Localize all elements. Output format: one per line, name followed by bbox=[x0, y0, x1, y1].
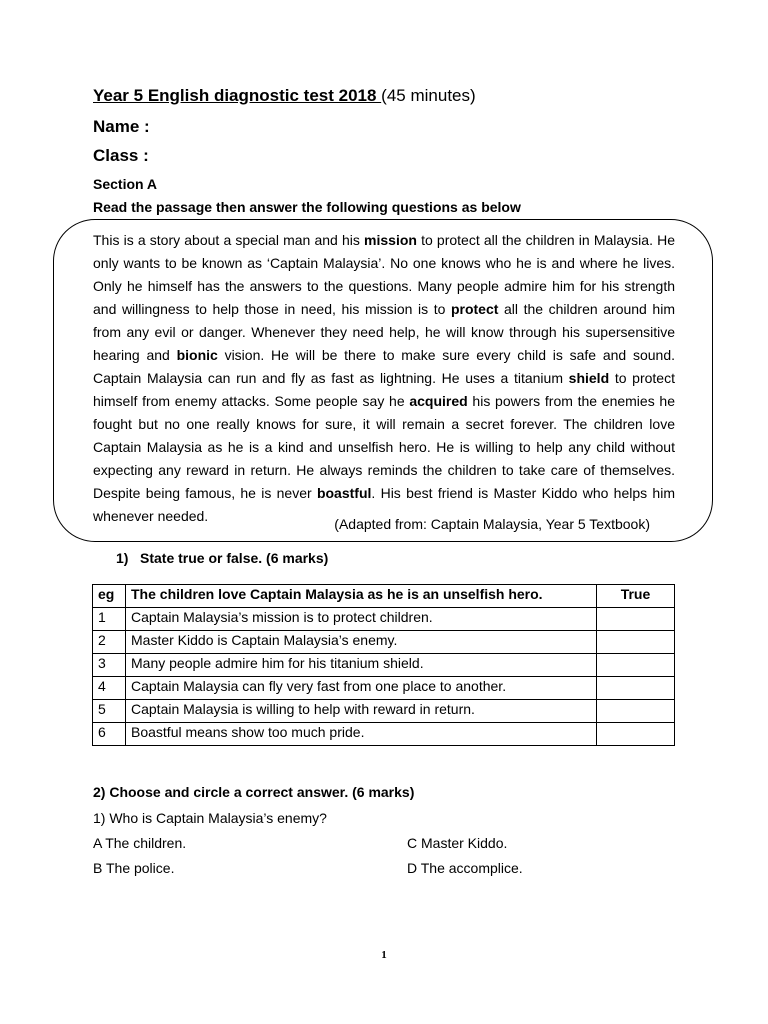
table-header-row bbox=[93, 585, 675, 608]
passage-paragraph: This is a story about a special man and his mission to protect all the children in Malaysia. He only wants to be known as ‘Captain Malaysia’. No one knows who he is and where he lives. Only he himself has the answers to the questions. Many people admire him for his strength and willingness to help those in need, his mission is to protect all the children around him from any evil or danger. Whenever they need help, he will know through his supersensitive hearing and bionic vision. He will be there to make sure every child is safe and sound. Captain Malaysia can run and fly as fast as lightning. He uses a titanium shield to protect himself from enemy attacks. Some people say he acquired his powers from the enemies he fought but no one really knows for sure, it will remain a secret forever. The children love Captain Malaysia as he is a kind and unselfish hero. He is willing to help any child without expecting any reward in return. He always reminds the children to take care of themselves. Despite being famous, he is never boastful. His best friend is Master Kiddo who helps him whenever needed. bbox=[93, 232, 675, 524]
table-cell-statement: Captain Malaysia can fly very fast from one place to another. bbox=[126, 677, 597, 700]
test-duration: (45 minutes) bbox=[381, 86, 476, 105]
answer-cell[interactable] bbox=[597, 608, 675, 631]
table-row bbox=[93, 631, 675, 654]
table-cell-statement: Boastful means show too much pride. bbox=[126, 723, 597, 746]
answer-cell[interactable] bbox=[597, 631, 675, 654]
option-b[interactable]: B The police. bbox=[93, 860, 175, 876]
name-label: Name : bbox=[93, 117, 150, 136]
true-false-table bbox=[92, 584, 675, 746]
answer-cell[interactable] bbox=[597, 700, 675, 723]
vocabulary-word: acquired bbox=[409, 393, 468, 409]
vocabulary-word: protect bbox=[450, 301, 499, 317]
question-2-heading: 2) Choose and circle a correct answer. (6 marks) bbox=[93, 784, 415, 800]
table-cell-number: 4 bbox=[93, 677, 126, 700]
answer-cell[interactable] bbox=[597, 654, 675, 677]
passage-text bbox=[93, 229, 675, 528]
table-cell-statement: The children love Captain Malaysia as he is an unselfish hero. bbox=[126, 585, 597, 608]
table-cell-answer: True bbox=[597, 585, 675, 608]
table-cell-number: 3 bbox=[93, 654, 126, 677]
table-row bbox=[93, 677, 675, 700]
passage-source: (Adapted from: Captain Malaysia, Year 5 Textbook) bbox=[334, 516, 650, 532]
table-row bbox=[93, 700, 675, 723]
table-row bbox=[93, 654, 675, 677]
table-cell-number: 6 bbox=[93, 723, 126, 746]
vocabulary-word: shield bbox=[568, 370, 610, 386]
table-cell-statement: Captain Malaysia is willing to help with reward in return. bbox=[126, 700, 597, 723]
section-label: Section A bbox=[93, 176, 158, 192]
table-row bbox=[93, 723, 675, 746]
test-title bbox=[93, 86, 476, 106]
table-row bbox=[93, 608, 675, 631]
table-cell-statement: Many people admire him for his titanium shield. bbox=[126, 654, 597, 677]
question-1-heading bbox=[116, 550, 328, 566]
vocabulary-word: boastful bbox=[316, 485, 372, 501]
table-cell-number: 2 bbox=[93, 631, 126, 654]
option-a[interactable]: A The children. bbox=[93, 835, 187, 851]
option-c[interactable]: C Master Kiddo. bbox=[407, 835, 508, 851]
page-number: 1 bbox=[381, 949, 387, 961]
question-2-item-1: 1) Who is Captain Malaysia’s enemy? bbox=[93, 810, 327, 826]
option-d[interactable]: D The accomplice. bbox=[407, 860, 523, 876]
class-label: Class : bbox=[93, 146, 149, 165]
question-1-text: State true or false. (6 marks) bbox=[140, 550, 329, 566]
table-cell-number: 1 bbox=[93, 608, 126, 631]
answer-cell[interactable] bbox=[597, 677, 675, 700]
vocabulary-word: bionic bbox=[176, 347, 218, 363]
table-cell-number: eg bbox=[93, 585, 126, 608]
answer-cell[interactable] bbox=[597, 723, 675, 746]
table-cell-statement: Master Kiddo is Captain Malaysia’s enemy. bbox=[126, 631, 597, 654]
test-title-main: Year 5 English diagnostic test 2018 bbox=[93, 86, 382, 105]
question-1-number: 1) bbox=[116, 550, 129, 566]
instruction-text: Read the passage then answer the following questions as below bbox=[93, 199, 521, 215]
table-cell-number: 5 bbox=[93, 700, 126, 723]
table-cell-statement: Captain Malaysia’s mission is to protect children. bbox=[126, 608, 597, 631]
vocabulary-word: mission bbox=[364, 232, 417, 248]
